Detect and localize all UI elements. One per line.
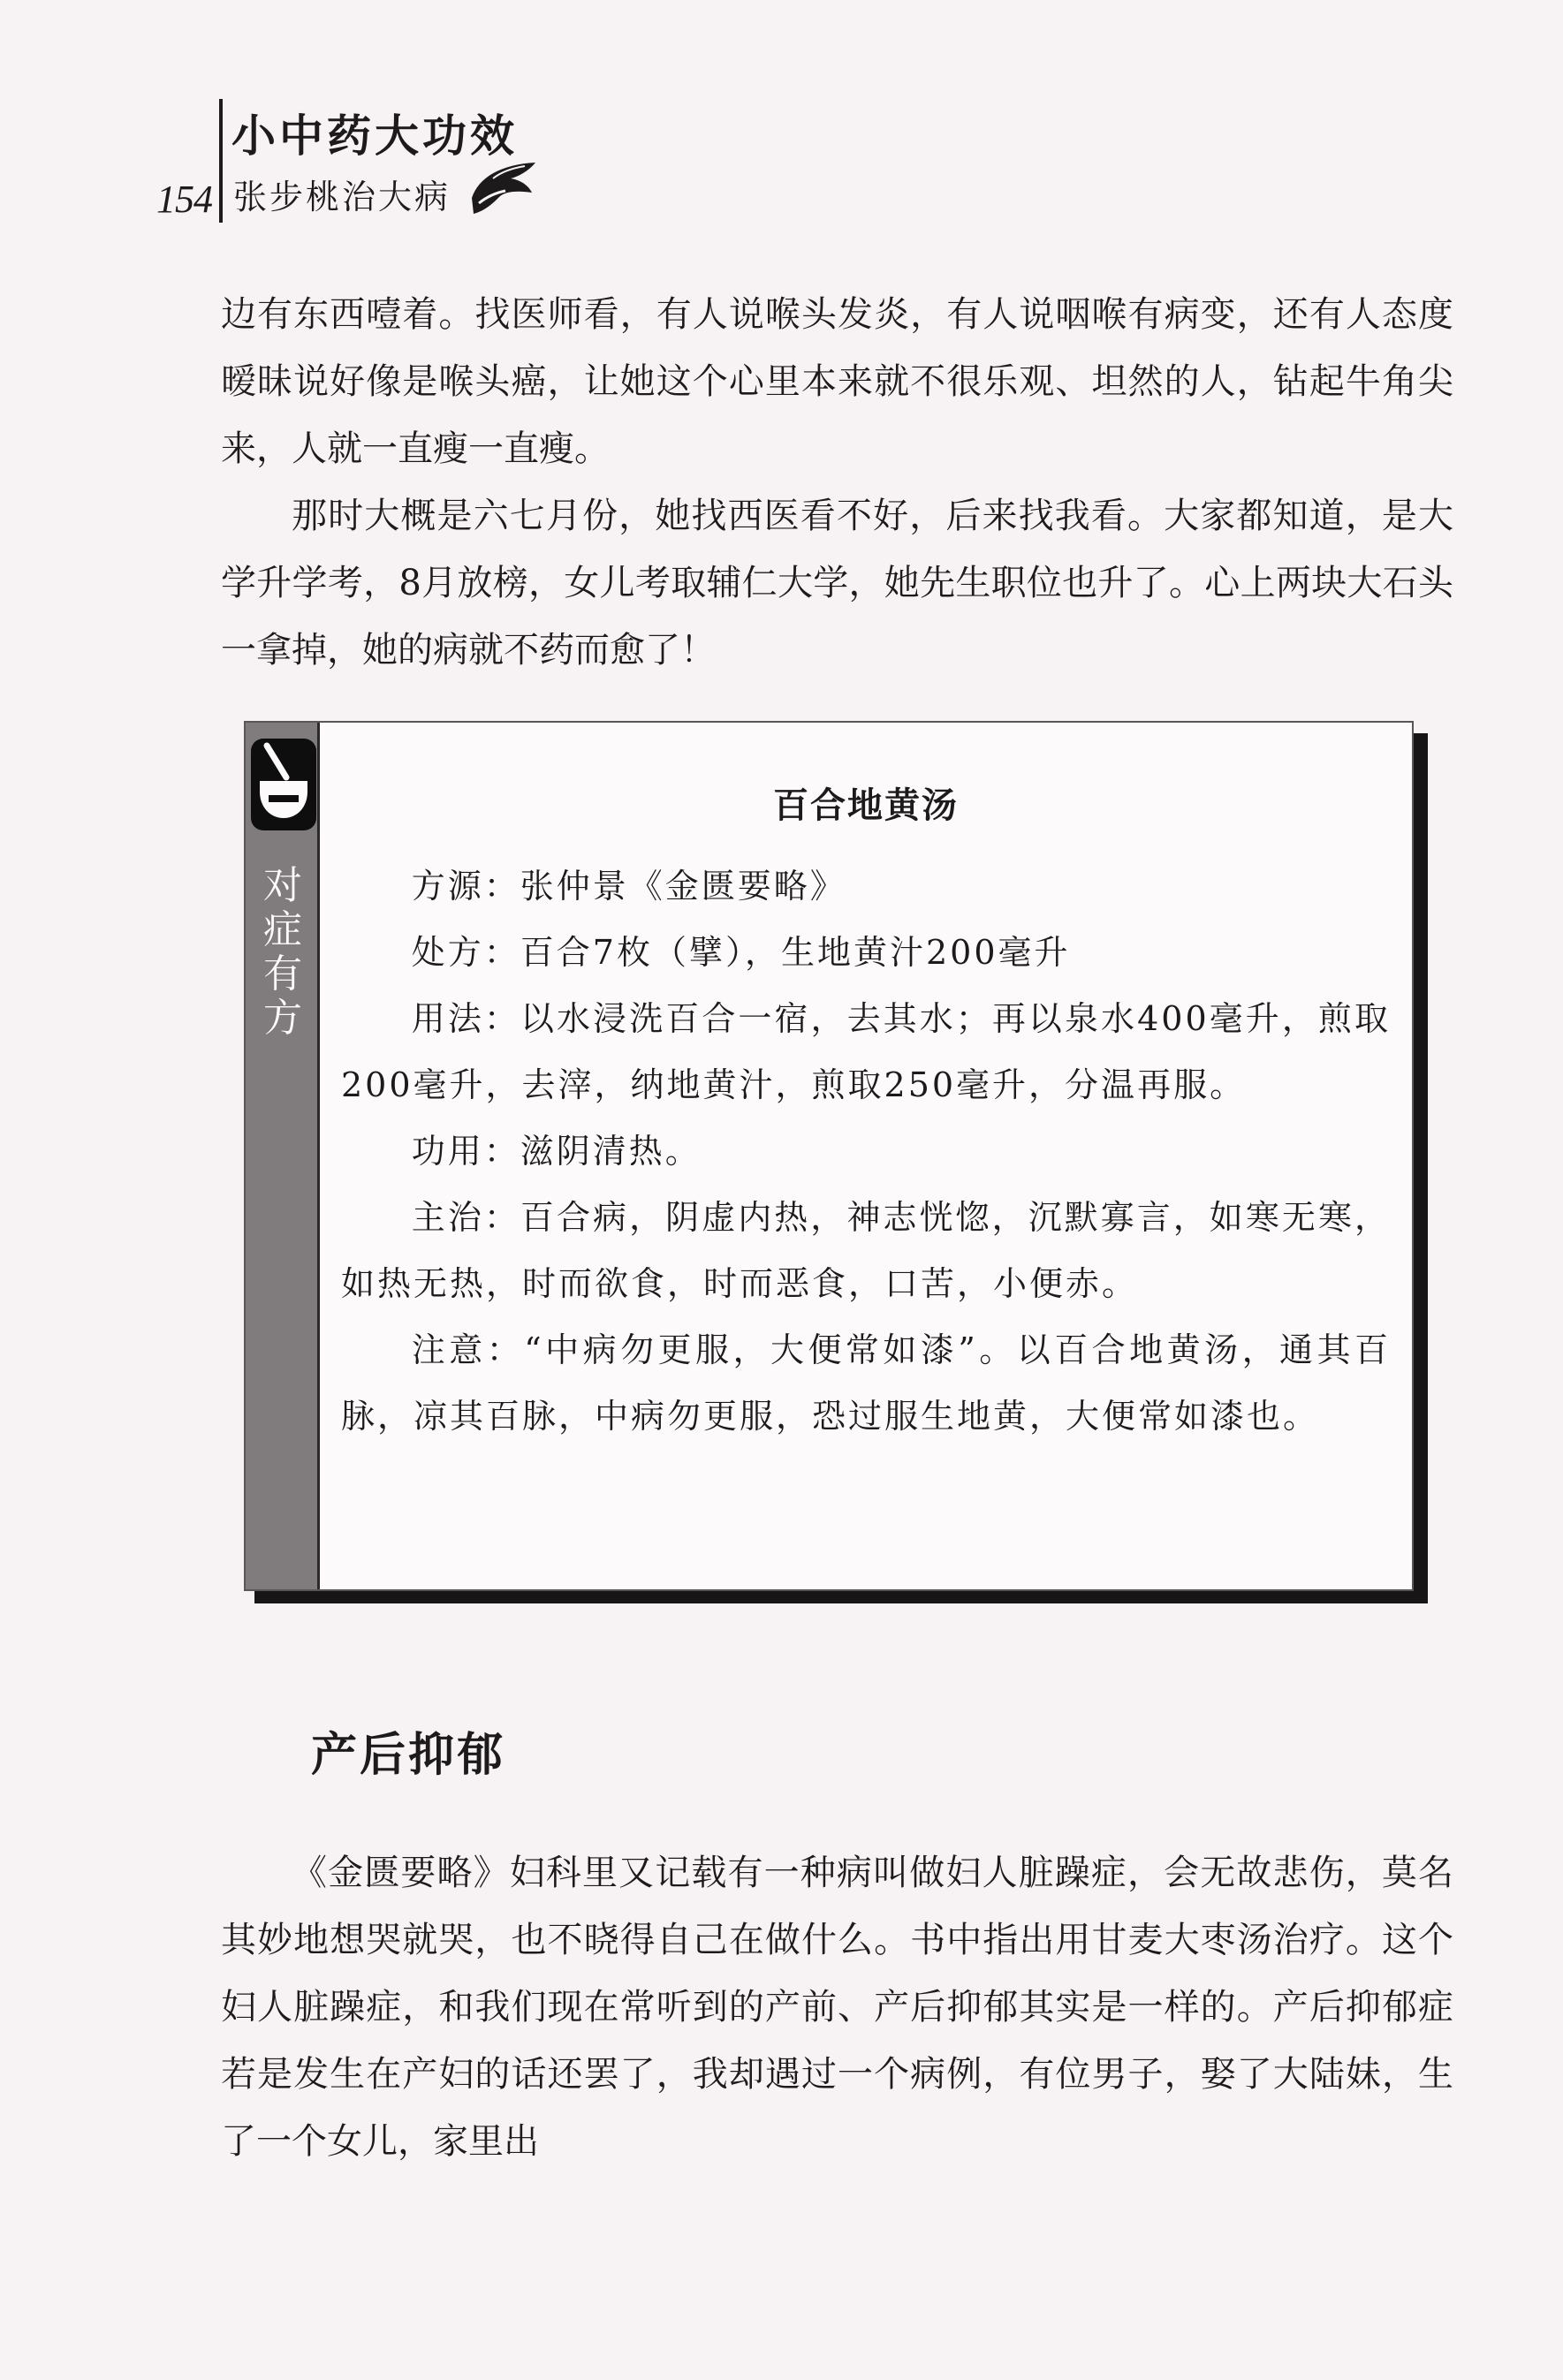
book-subtitle: 张步桃治大病: [233, 178, 451, 216]
prescription-source: 方源：张仲景《金匮要略》: [411, 867, 846, 906]
page-number: 154: [156, 178, 212, 221]
prescription-formula: 处方：百合7枚（擘），生地黄汁200毫升: [411, 933, 1071, 972]
prescription-tab: [246, 723, 320, 1589]
body-paragraph: 《金匮要略》妇科里又记载有一种病叫做妇人脏躁症，会无故悲伤，莫名其妙地想哭就哭，也不晓得自己在做什么。书中指出用甘麦大枣汤治疗。这个妇人脏躁症，和我们现在常听到的产前、产后抑郁其实是一样的。产后抑郁症若是发生在产妇的话还罢了，我却遇过一个病例，有位男子，娶了大陆妹，生了一个女儿，家里出: [221, 1853, 1453, 2162]
section-heading: 产后抑郁: [311, 1729, 506, 1782]
prescription-caution: 注意：“中病勿更服，大便常如漆”。以百合地黄汤，通其百脉，凉其百脉，中病勿更服，恐过服生地黄，大便常如漆也。: [341, 1330, 1391, 1436]
body-paragraph: 那时大概是六七月份，她找西医看不好，后来找我看。大家都知道，是大学升学考，8月放榜，女儿考取辅仁大学，她先生职位也升了。心上两块大石头一拿掉，她的病就不药而愈了！: [221, 496, 1453, 671]
body-paragraph: 边有东西噎着。找医师看，有人说喉头发炎，有人说咽喉有病变，还有人态度暧昧说好像是喉头癌，让她这个心里本来就不很乐观、坦然的人，钻起牛角尖来，人就一直瘦一直瘦。: [221, 294, 1453, 469]
book-title: 小中药大功效: [231, 110, 518, 162]
running-header: [133, 95, 592, 228]
prescription-usage: 用法：以水浸洗百合一宿，去其水；再以泉水400毫升，煎取200毫升，去滓，纳地黄汁，煎取250毫升，分温再服。: [341, 999, 1391, 1104]
mortar-pestle-icon: [249, 737, 318, 836]
prescription-indication: 主治：百合病，阴虚内热，神志恍惚，沉默寡言，如寒无寒，如热无热，时而欲食，时而恶食，口苦，小便赤。: [341, 1198, 1391, 1303]
prescription-details: [341, 853, 1391, 1450]
tab-label: 对症有方: [263, 863, 302, 1041]
brush-stroke-icon: [467, 159, 542, 217]
prescription-title: 百合地黄汤: [773, 785, 959, 826]
prescription-function: 功用：滋阴清热。: [411, 1132, 702, 1171]
header-divider: [219, 99, 223, 223]
prescription-box: [244, 721, 1414, 1591]
